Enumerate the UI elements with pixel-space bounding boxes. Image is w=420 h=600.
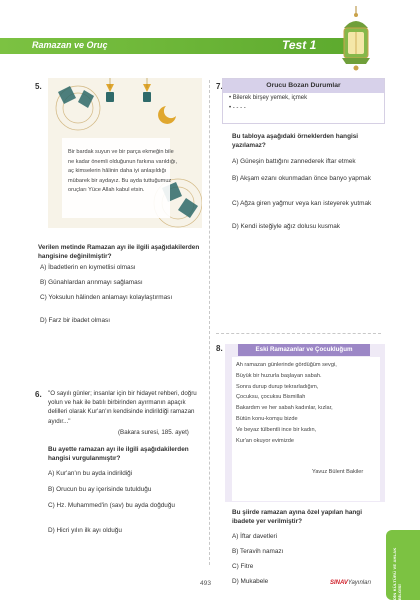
question-stem: Bu tabloya aşağıdaki örneklerden hangisi yazılamaz? (232, 133, 359, 150)
poem-line: Bakardım ve her sabah kadınlar, kızlar, (236, 405, 333, 412)
column-divider (209, 80, 210, 565)
option-c[interactable]: C) Fitre (232, 563, 254, 570)
poem-line: Kur'an okuyor evimizde (236, 437, 294, 444)
option-c[interactable]: C) Ağza giren yağmur veya karı isteyerek yutmak (232, 200, 372, 207)
option-c[interactable]: C) Hz. Muhammed'in (sav) bu ayda doğduğu (48, 502, 175, 509)
publisher-logo (330, 580, 371, 586)
brand-name: SINAV (330, 580, 348, 586)
option-a[interactable]: A) İftar davetleri (232, 533, 278, 540)
verse-quote: "O sayılı günler; insanlar için bir hidayet rehberi, doğru yolun ve hak ile batılı birbirinden ayırmanın apaçık delilleri olarak Kur'an'ın kendisinde indirildiği ramazan ayıdır..." (48, 390, 197, 425)
section-divider (216, 333, 381, 334)
test-number: Test 1 (282, 38, 317, 52)
question-stem: Bu şiirde ramazan ayına özel yapılan hangi ibadete yer verilmiştir? (232, 509, 362, 526)
question-number: 6. (35, 390, 42, 399)
poem-title: Eski Ramazanlar ve Çocukluğum (238, 344, 370, 356)
poem-line: Sonra durup durup tekrarladığım, (236, 383, 319, 390)
poem-line: Büyük bir huzurla başlayan sabah. (236, 372, 322, 379)
section-title: Ramazan ve Oruç (32, 40, 108, 50)
table-row: • - - - - (229, 105, 246, 111)
page-number: 493 (200, 580, 212, 587)
question-stem: Bu ayette ramazan ayı ile ilgili aşağıdakilerden hangisi vurgulanmıştır? (48, 446, 189, 463)
option-b[interactable]: B) Teravih namazı (232, 548, 284, 555)
poem-line: Çocuksu, çocuksu Bismillah (236, 394, 306, 401)
option-a[interactable]: A) İbadetlerin en kıymetlisi olması (40, 264, 136, 271)
option-d[interactable]: D) Kendi isteğiyle ağız dolusu kusmak (232, 223, 340, 230)
question-number: 8. (216, 344, 223, 353)
option-b[interactable]: B) Akşam ezanı okunmadan önce banyo yapmak (232, 175, 371, 182)
option-d[interactable]: D) Farz bir ibadet olması (40, 317, 110, 324)
verse-source: (Bakara suresi, 185. ayet) (118, 429, 189, 436)
poem-author: Yavuz Bülent Bakiler (312, 469, 364, 475)
poem-line: Ah ramazan günlerinde gördüğüm sevgi, (236, 362, 337, 368)
option-d[interactable]: D) Mukabele (232, 578, 269, 585)
poem-lines (236, 360, 376, 446)
story-paragraph: Bir bardak suyun ve bir parça ekmeğin bile ne kadar önemli olduğunun farkına varıldığı, aç kimselerin hâlinin daha iyi anlaşıldığı mübarek bir aydayız. Bu ayda tuttuğumuz oruçları Yüce Allah kabul etsin. (68, 149, 178, 194)
option-c[interactable]: C) Yoksulun hâlinden anlamayı kolaylaştırması (40, 294, 173, 301)
option-d[interactable]: D) Hicri yılın ilk ayı olduğu (48, 527, 122, 534)
option-a[interactable]: A) Kur'an'ın bu ayda indirildiği (48, 470, 133, 477)
question-number: 5. (35, 82, 42, 91)
option-b[interactable]: B) Orucun bu ay içerisinde tutulduğu (48, 486, 152, 493)
question-number: 7. (216, 82, 223, 91)
table-header: Orucu Bozan Durumlar (223, 79, 384, 93)
brand-suffix: Yayınları (347, 580, 372, 586)
lantern-icon (326, 6, 386, 76)
subject-label: DİN KÜLTÜRÜ VE AHLAK BİLGİSİ (392, 547, 402, 600)
info-table (222, 78, 385, 124)
poem-line: Ve beyaz tülbentli ince bir kadın, (236, 426, 317, 433)
table-row: • Bilerek birşey yemek, içmek (229, 95, 308, 101)
option-a[interactable]: A) Güneşin battığını zannederek iftar etmek (232, 158, 356, 165)
question-stem: Verilen metinde Ramazan ayı ile ilgili aşağıdakilerden hangisine değinilmiştir? (38, 244, 200, 261)
option-b[interactable]: B) Günahlardan arınmayı sağlaması (40, 279, 143, 286)
poem-line: Bütün konu-komşu bizde (236, 415, 298, 422)
